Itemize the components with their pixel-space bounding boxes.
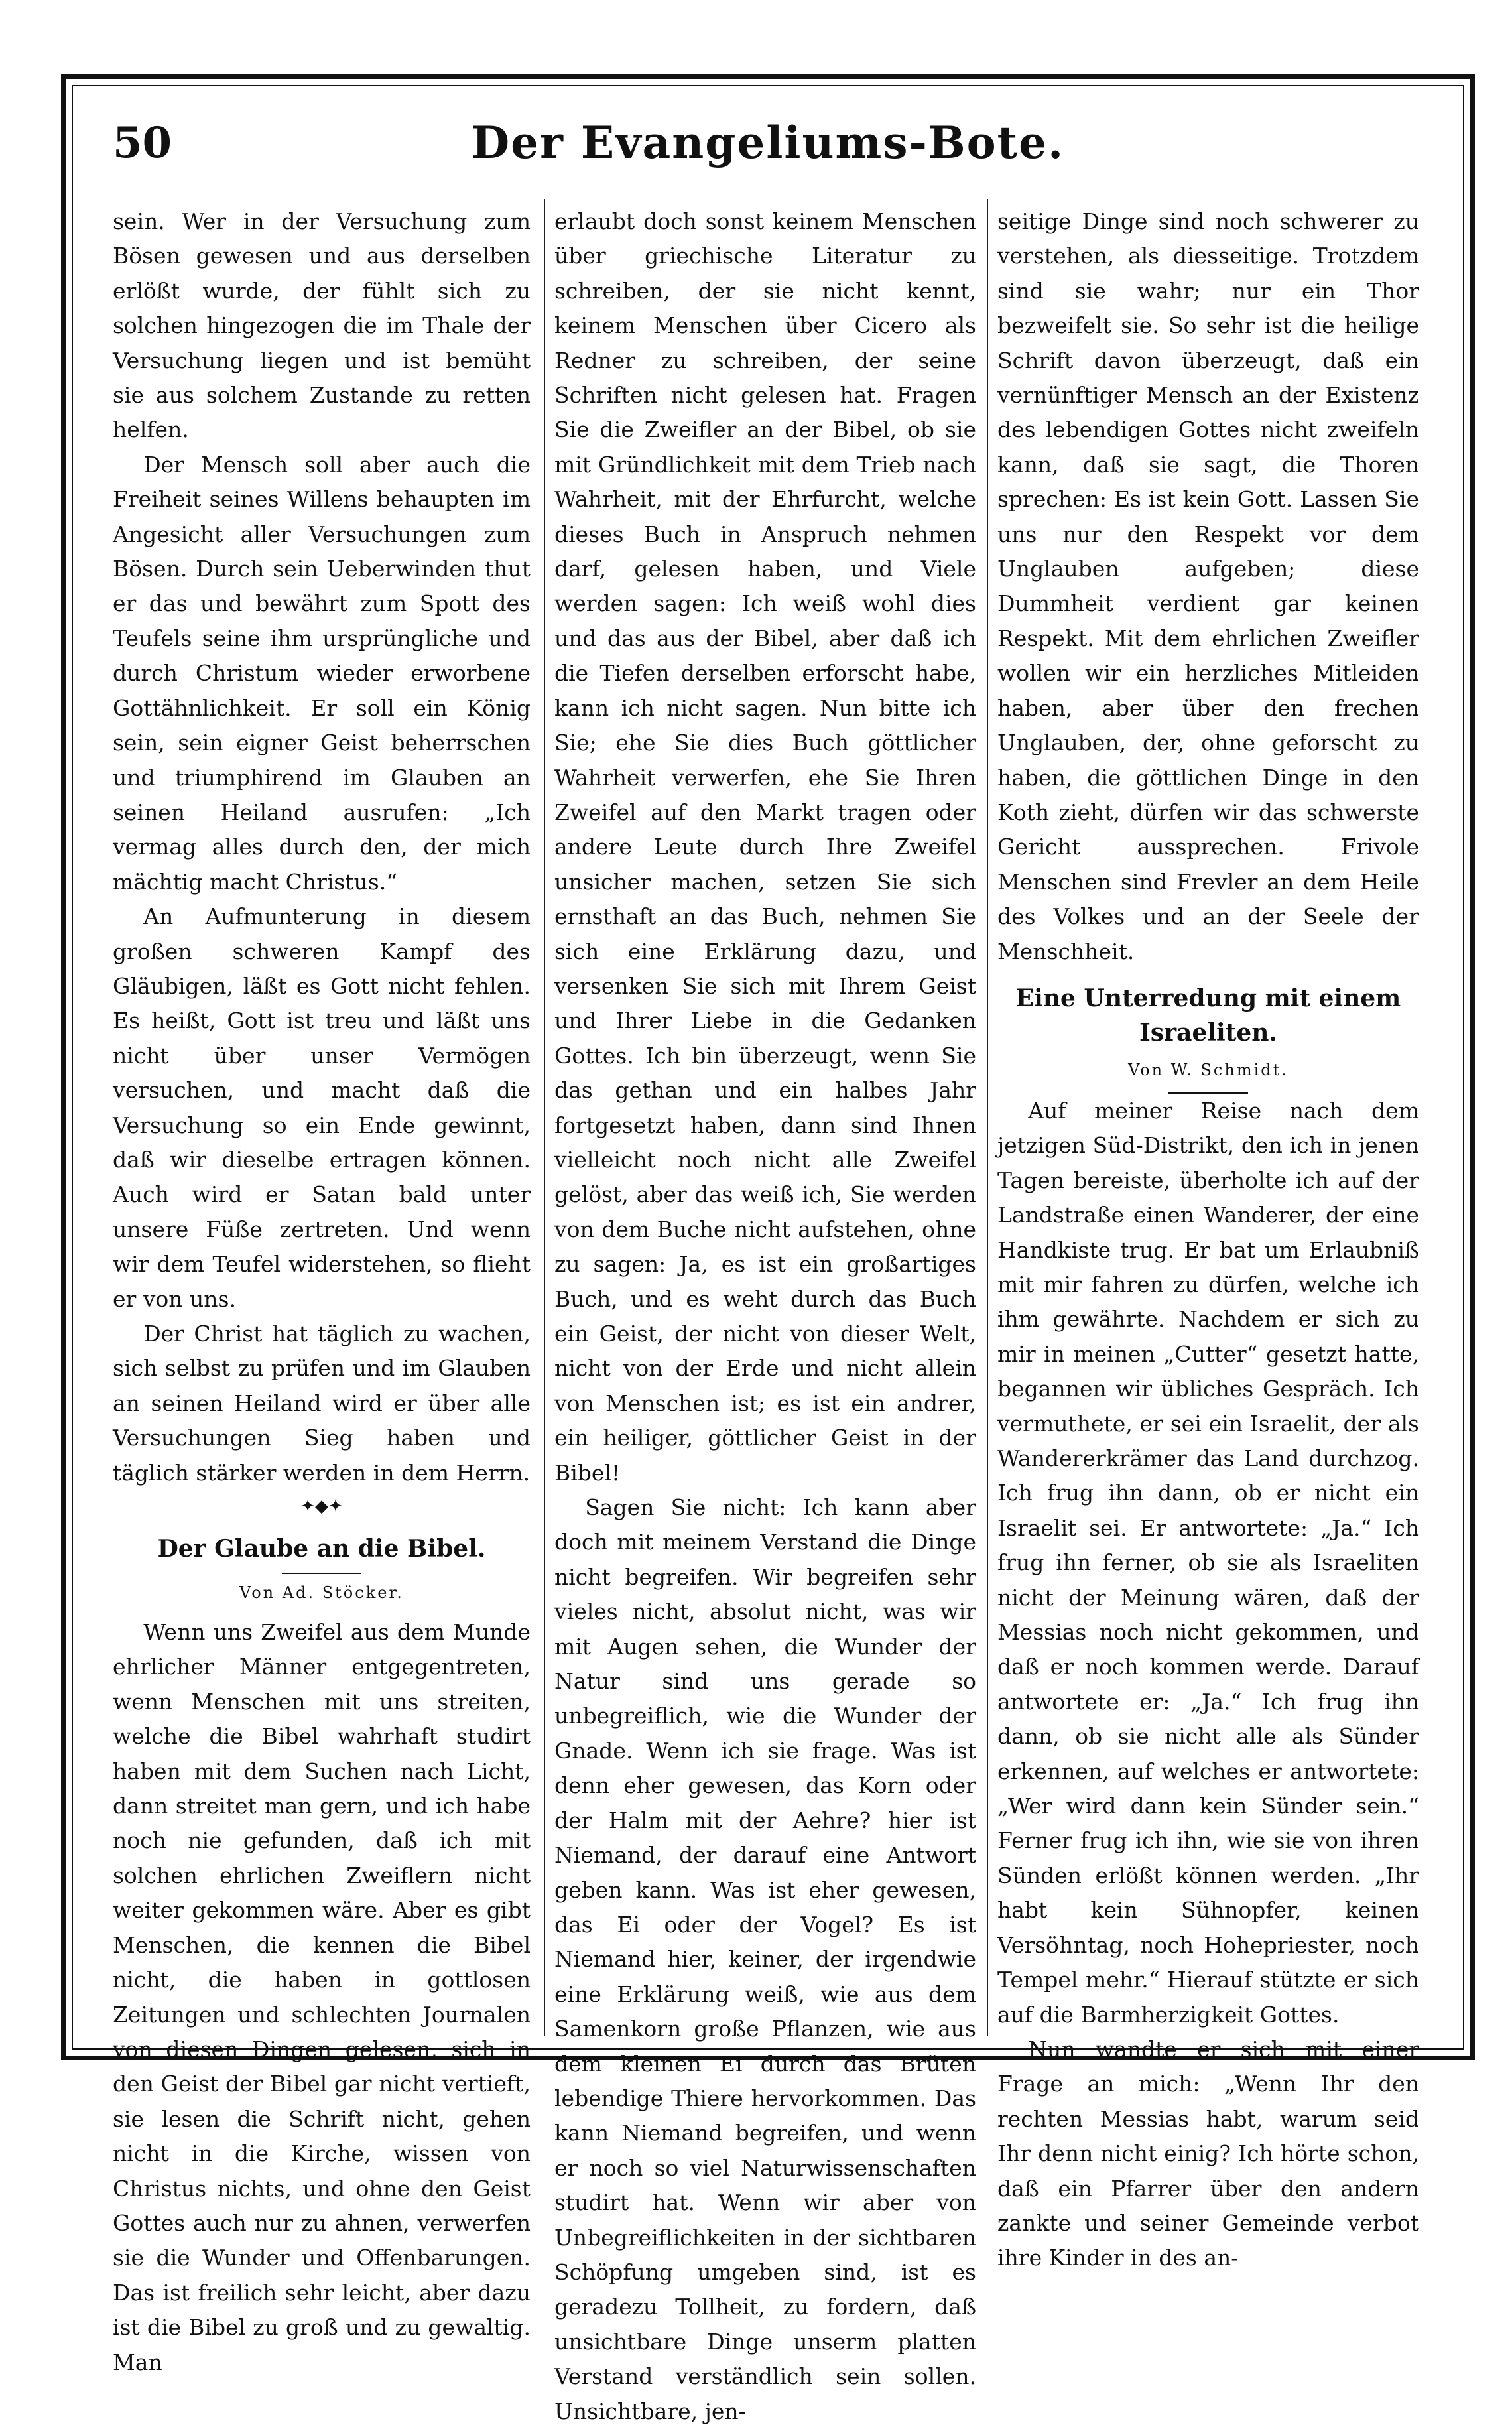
column-3 [997,204,1419,2271]
section-ornament: ✦◆✦ [300,1496,343,1517]
column-1 [113,204,531,2375]
paragraph: Auf meiner Reise nach dem jetzigen Süd-Distrikt, den ich in jenen Tagen bereiste, überholte ich auf der Landstraße einen Wanderer, der eine Handkiste trug. Er bat um Erlaubniß mit mir fahren zu dürfen, welche ich ihm gewährte. Nachdem er sich zu mir in meinen „Cutter“ gesetzt hatte, begannen wir übliches Gespräch. Ich vermuthete, er sei ein Israelit, der als Wandererkrämer das Land durchzog. Ich frug ihn dann, ob er nicht ein Israelit sei. Er antwortete: „Ja.“ Ich frug ihn ferner, ob sie als Israeliten nicht der Meinung wären, daß der Messias noch nicht gekommen, und daß er noch kommen werde. Darauf antwortete er: „Ja.“ Ich frug ihn dann, ob sie nicht alle als Sünder erkennen, auf welches er antwortete: „Wer wird dann kein Sünder sein.“ Ferner frug ich ihn, wie sie von ihren Sünden erlößt können werden. „Ihr habt kein Sühnopfer, keinen Versöhntag, noch Hohepriester, noch Tempel mehr.“ Hierauf stützte er sich auf die Barmherzigkeit Gottes. [997,1097,1419,2028]
heading-rule [282,1573,361,1574]
paragraph: sein. Wer in der Versuchung zum Bösen gewesen und aus derselben erlößt wurde, der fühlt sich zu solchen hingezogen die im Thale der Versuchung liegen und ist bemüht sie aus solchem Zustande zu retten helfen. [113,208,531,443]
paragraph: erlaubt doch sonst keinem Menschen über griechische Literatur zu schreiben, der sie nicht kennt, keinem Menschen über Cicero als Redner zu schreiben, der seine Schriften nicht gelesen hat. Fragen Sie die Zweifler an der Bibel, ob sie mit Gründlichkeit mit dem Trieb nach Wahrheit, mit der Ehrfurcht, welche dieses Buch in Anspruch nehmen darf, gelesen haben, und Viele werden sagen: Ich weiß wohl dies und das aus der Bibel, aber daß ich die Tiefen derselben erforscht habe, kann ich nicht sagen. Nun bitte ich Sie; ehe Sie dies Buch göttlicher Wahrheit verwerfen, ehe Sie Ihren Zweifel auf den Markt tragen oder andere Leute durch Ihre Zweifel unsicher machen, setzen Sie sich ernsthaft an das Buch, nehmen Sie sich eine Erklärung dazu, und versenken Sie sich mit Ihrem Geist und Ihrer Liebe in die Gedanken Gottes. Ich bin überzeugt, wenn Sie das gethan und ein halbes Jahr fortgesetzt haben, dann sind Ihnen vielleicht noch nicht alle Zweifel gelöst, aber das weiß ich, Sie werden von dem Buche nicht aufstehen, ohne zu sagen: Ja, es ist ein großartiges Buch, und es weht durch das Buch ein Geist, der nicht von dieser Welt, nicht von der Erde und nicht allein von Menschen ist; es ist ein andrer, ein heiliger, göttlicher Geist in der Bibel! [554,208,976,1486]
article-heading: Der Glaube an die Bibel. [157,1535,486,1563]
header-rule [106,190,1439,192]
page-header [72,99,1464,179]
paragraph: An Aufmunterung in diesem großen schweren Kampf des Gläubigen, läßt es Gott nicht fehlen. Es heißt, Gott ist treu und läßt uns nicht über unser Vermögen versuchen, und macht daß die Versuchung so ein Ende gewinnt, daß wir dieselbe ertragen können. Auch wird er Satan bald unter unsere Füße zertreten. Und wenn wir dem Teufel widerstehen, so flieht er von uns. [113,903,531,1312]
article-byline: Von Ad. Stöcker. [239,1583,404,1603]
paragraph: Der Christ hat täglich zu wachen, sich selbst zu prüfen und im Glauben an seinen Heiland wird er über alle Versuchungen Sieg haben und täglich stärker werden in dem Herrn. [113,1321,531,1486]
page-number: 50 [113,118,172,168]
column-divider-2 [987,199,988,2036]
newspaper-title: Der Evangeliums-Bote. [471,117,1065,168]
paragraph: Sagen Sie nicht: Ich kann aber doch mit meinem Verstand die Dinge nicht begreifen. Wir begreifen sehr vieles nicht, absolut nicht, was wir mit Augen sehen, die Wunder der Natur sind uns gerade so unbegreiflich, wie die Wunder der Gnade. Wenn ich sie frage. Was ist denn eher gewesen, das Korn oder der Halm mit der Aehre? hier ist Niemand, der darauf eine Antwort geben kann. Was ist eher gewesen, das Ei oder der Vogel? Es ist Niemand hier, keiner, der irgendwie eine Erklärung weiß, wie aus dem Samenkorn große Pflanzen, wie aus dem kleinen Ei durch das Brüten lebendige Thiere hervorkommen. Das kann Niemand begreifen, und wenn er noch so viel Naturwissenschaften studirt hat. Wenn wir aber von Unbegreiflichkeiten in der sichtbaren Schöpfung umgeben sind, ist es geradezu Tollheit, zu fordern, daß unsichtbare Dinge unserm platten Verstand verständlich sein sollen. Unsichtbare, jen- [554,1494,976,2424]
article-byline: Von W. Schmidt. [1128,1060,1289,1079]
paragraph: Der Mensch soll aber auch die Freiheit seines Willens behaupten im Angesicht aller Versuchungen zum Bösen. Durch sein Ueberwinden thut er das und bewährt zum Spott des Teufels seine ihm ursprüngliche und durch Christum wieder erworbene Gottähnlichkeit. Er soll ein König sein, sein eigner Geist beherrschen und triumphirend im Glauben an seinen Heiland ausrufen: „Ich vermag alles durch den, der mich mächtig macht Christus.“ [113,451,531,895]
paragraph: Wenn uns Zweifel aus dem Munde ehrlicher Männer entgegentreten, wenn Menschen mit uns streiten, welche die Bibel wahrhaft studirt haben mit dem Suchen nach Licht, dann streitet man gern, und ich habe noch nie gefunden, daß ich mit solchen ehrlichen Zweiflern nicht weiter gekommen wäre. Aber es gibt Menschen, die kennen die Bibel nicht, die haben in gottlosen Zeitungen und schlechten Journalen von diesen Dingen gelesen, sich in den Geist der Bibel gar nicht vertieft, sie lesen die Schrift nicht, gehen nicht in die Kirche, wissen von Christus nichts, und ohne den Geist Gottes auch nur zu ahnen, verwerfen sie die Wunder und Offenbarungen. Das ist freilich sehr leicht, aber dazu ist die Bibel zu groß und zu gewaltig. Man [113,1619,531,2375]
column-2 [554,204,976,2424]
paragraph: Nun wandte er sich mit einer Frage an mich: „Wenn Ihr den rechten Messias habt, warum seid Ihr denn nicht einig? Ich hörte schon, daß ein Pfarrer über den andern zankte und seiner Gemeinde verbot ihre Kinder in des an- [997,2036,1419,2271]
column-divider-1 [544,199,545,2036]
article-heading: Eine Unterredung mit einem Israeliten. [1015,984,1401,1047]
paragraph: seitige Dinge sind noch schwerer zu verstehen, als diesseitige. Trotzdem sind sie wahr; nur ein Thor bezweifelt sie. So sehr ist die heilige Schrift davon überzeugt, daß ein vernünftiger Mensch an der Existenz des lebendigen Gottes nicht zweifeln kann, daß sie sagt, die Thoren sprechen: Es ist kein Gott. Lassen Sie uns nur den Respekt vor dem Unglauben aufgeben; diese Dummheit verdient gar keinen Respekt. Mit dem ehrlichen Zweifler wollen wir ein herzliches Mitleiden haben, aber über den frechen Unglauben, der, ohne geforscht zu haben, die göttlichen Dinge in den Koth zieht, dürfen wir das schwerste Gericht aussprechen. Frivole Menschen sind Frevler an dem Heile des Volkes und an der Seele der Menschheit. [997,208,1419,964]
